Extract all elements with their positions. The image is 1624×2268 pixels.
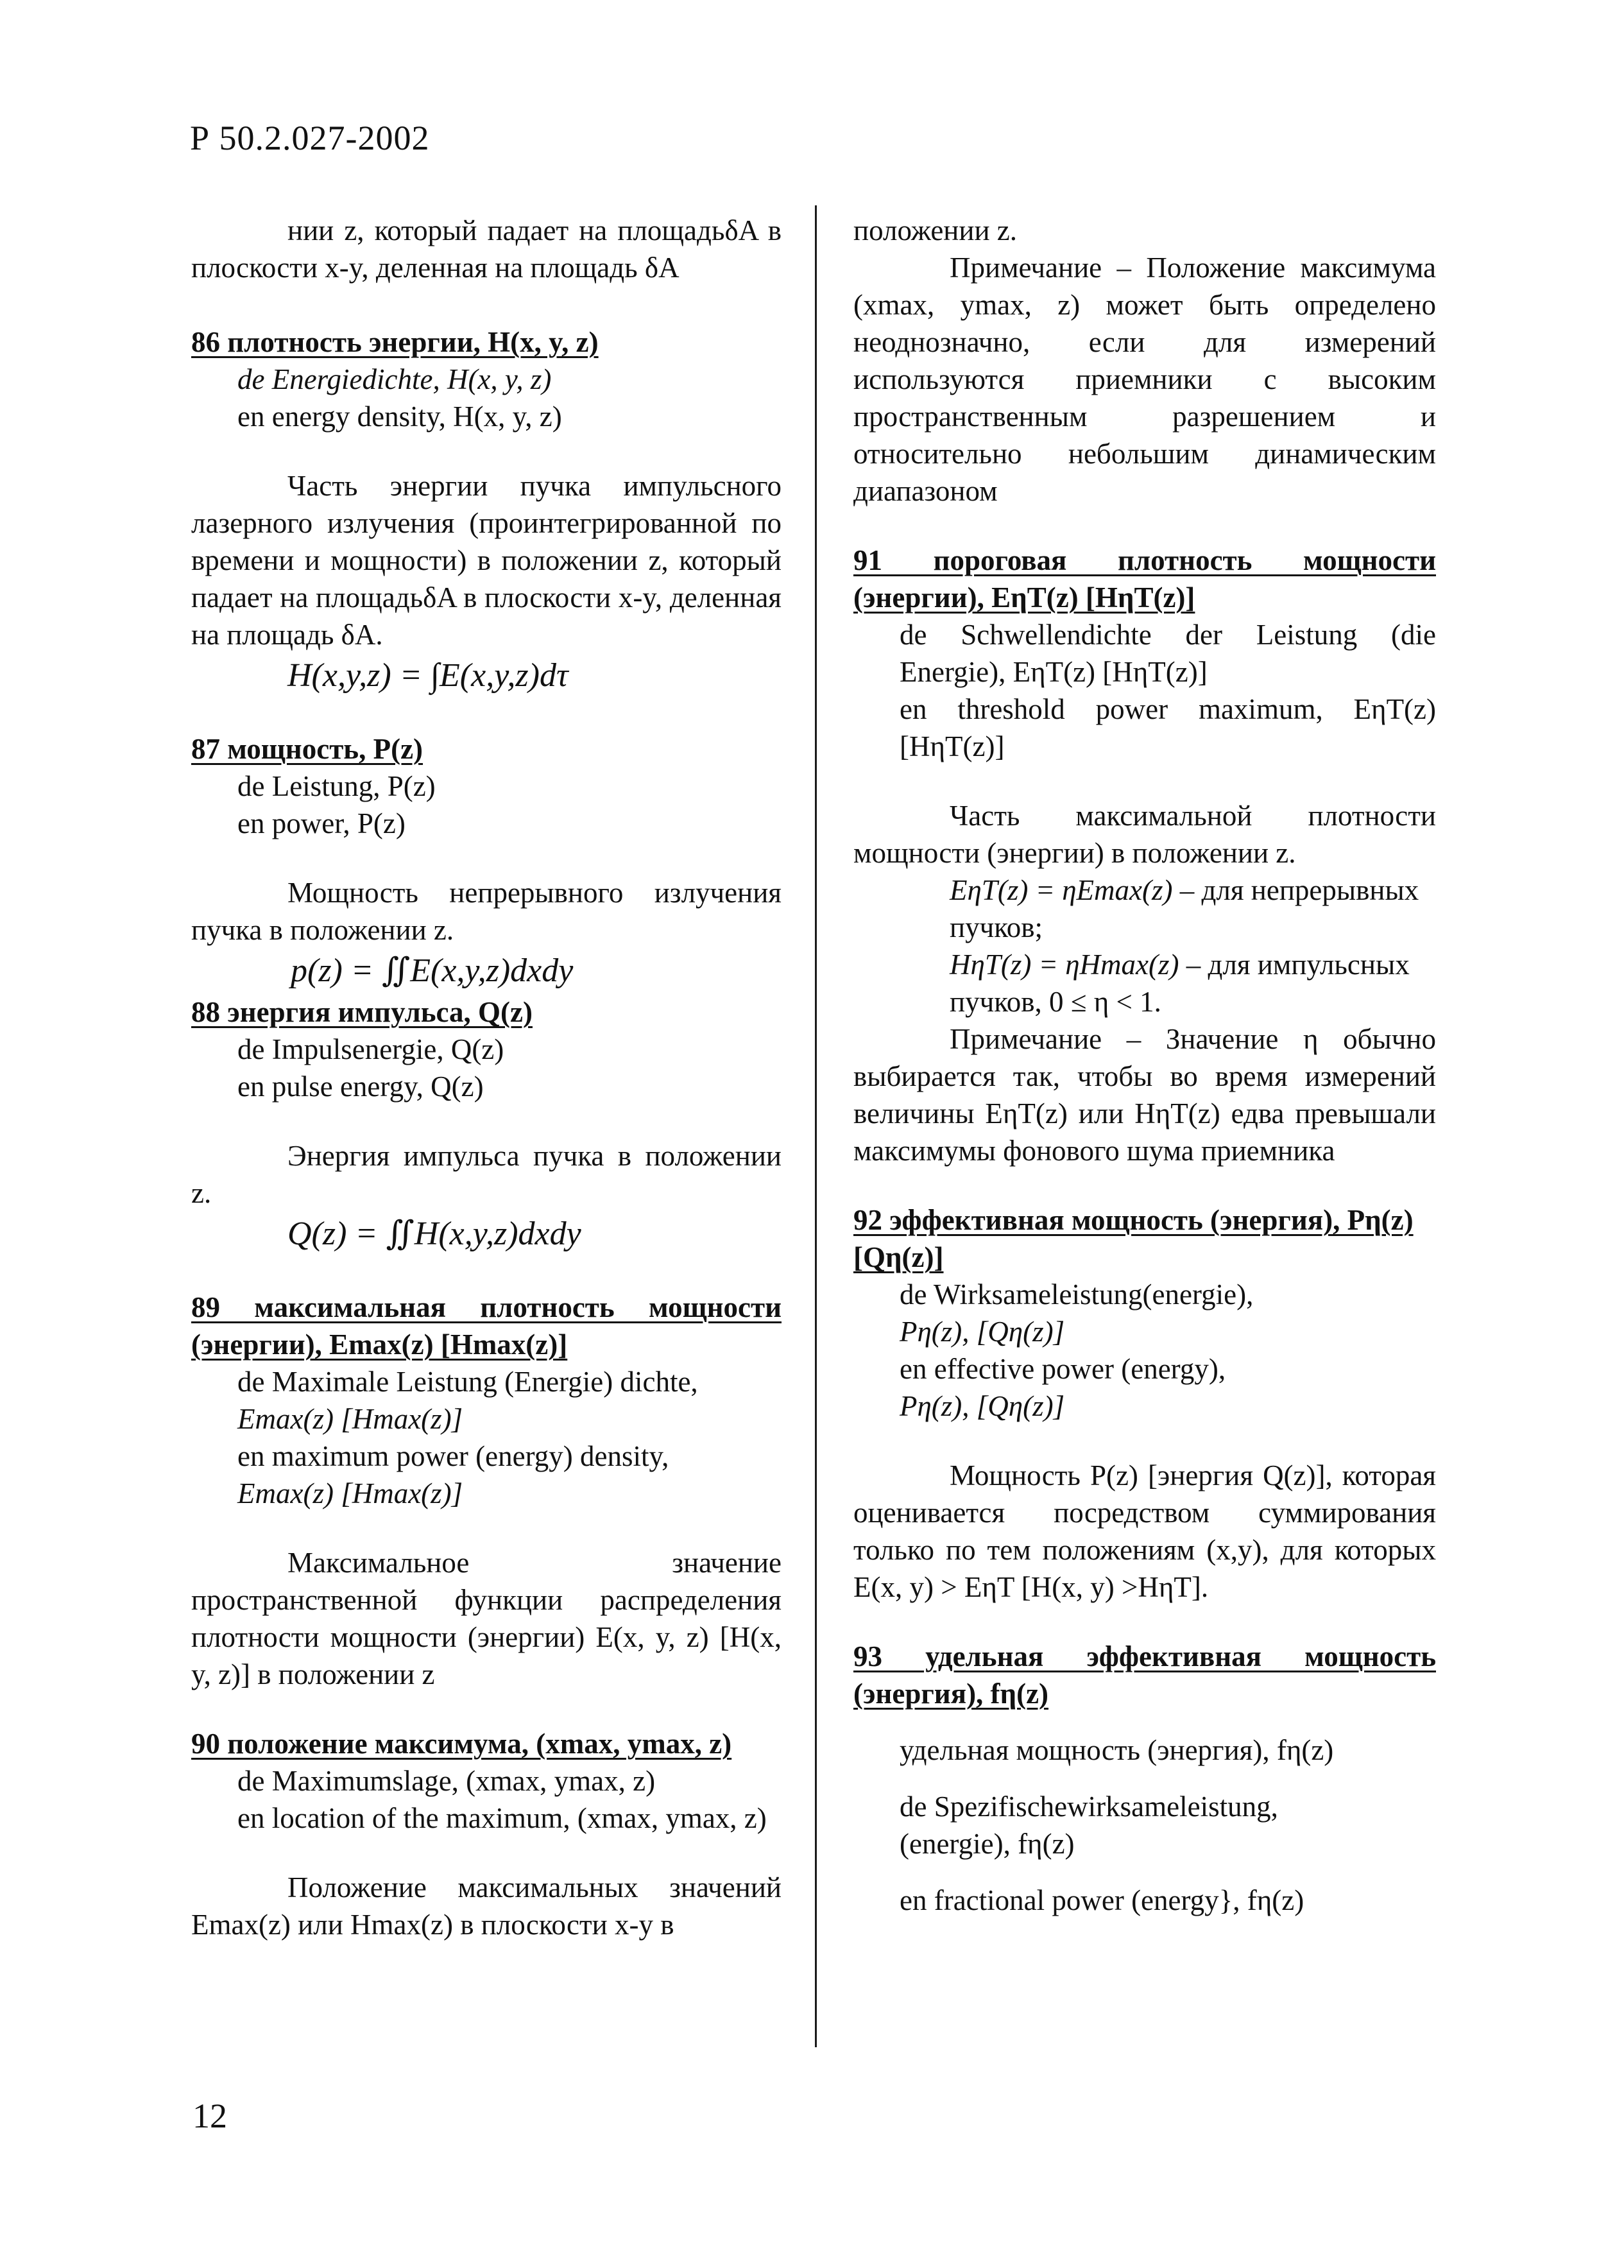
term-86-en: en energy density, H(x, y, z): [237, 400, 562, 433]
term-89-en-1: en maximum power (energy) density,: [237, 1440, 669, 1472]
left-column: [191, 212, 782, 1943]
term-90-definition: Положение максимальных значений Emax(z) или Hmax(z) в плоскости x-y в: [191, 1871, 782, 1941]
right-intro: положении z.: [853, 214, 1018, 246]
term-91-formula-2-row: [853, 946, 1436, 1020]
term-87-definition: Мощность непрерывного излучения пучка в положении z.: [191, 877, 782, 946]
term-86-title: 86 плотность энергии, H(x, y, z): [191, 326, 599, 358]
term-88-title: 88 энергия импульса, Q(z): [191, 996, 533, 1028]
term-91-de: de Schwellendichte der Leistung (die Energie), EηT(z) [HηT(z)]: [900, 619, 1436, 688]
term-87-title: 87 мощность, P(z): [191, 733, 423, 765]
term-93-ru: удельная мощность (энергия), fη(z): [900, 1734, 1334, 1766]
term-90-title: 90 положение максимума, (xmax, ymax, z): [191, 1728, 732, 1760]
term-91-formula-2: HηT(z) = ηHmax(z): [950, 949, 1179, 981]
term-88-en: en pulse energy, Q(z): [237, 1070, 484, 1103]
term-90-de: de Maximumslage, (xmax, ymax, z): [237, 1765, 656, 1797]
term-92-de-2: Pη(z), [Qη(z)]: [900, 1316, 1065, 1348]
term-91-formula-1-text: – для непрерывных пучков;: [950, 874, 1419, 943]
term-86-formula: H(x,y,z) = ∫E(x,y,z)dτ: [287, 657, 568, 694]
term-88-de: de Impulsenergie, Q(z): [237, 1033, 504, 1065]
term-92-en-2: Pη(z), [Qη(z)]: [900, 1390, 1065, 1422]
term-91-title: 91 пороговая плотность мощности (энергии), EηT(z) [HηT(z)]: [853, 544, 1436, 614]
document-header: Р 50.2.027-2002: [190, 119, 430, 157]
term-89-title: 89 максимальная плотность мощности (энергии), Emax(z) [Hmax(z)]: [191, 1291, 782, 1361]
term-93-title: 93 удельная эффективная мощность (энергия), fη(z): [853, 1640, 1436, 1710]
term-92-en-1: en effective power (energy),: [900, 1353, 1226, 1385]
term-91-formula-1-row: [853, 872, 1436, 946]
term-87-de: de Leistung, P(z): [237, 770, 436, 802]
term-89-en-2: Emax(z) [Hmax(z)]: [237, 1477, 463, 1509]
term-86-definition: Часть энергии пучка импульсного лазерного излучения (проинтегрированной по времени и мощности) в положении z, который падает на площадьδA в плоскости x-y, деленная на площадь δA.: [191, 470, 782, 651]
term-88-definition: Энергия импульса пучка в положении z.: [191, 1140, 782, 1209]
term-89-de-2: Emax(z) [Hmax(z)]: [237, 1403, 463, 1435]
term-91-definition: Часть максимальной плотности мощности (энергии) в положении z.: [853, 800, 1436, 869]
term-91-formula-1: EηT(z) = ηEmax(z): [950, 874, 1173, 906]
left-intro: нии z, который падает на площадьδA в плоскости x-y, деленная на площадь δA: [191, 214, 782, 284]
term-91-formula-2-text: – для импульсных пучков, 0 ≤ η < 1.: [950, 949, 1410, 1018]
term-93-de-1: de Spezifischewirksameleistung,: [900, 1791, 1278, 1823]
term-89-definition: Максимальное значение пространственной функции распределения плотности мощности (энергии) E(x, y, z) [H(x, y, z)] в положении z: [191, 1547, 782, 1690]
term-93-de-2: (energie), fη(z): [900, 1828, 1075, 1860]
term-90-en: en location of the maximum, (xmax, ymax, z): [237, 1802, 767, 1834]
term-89-de-1: de Maximale Leistung (Energie) dichte,: [237, 1366, 698, 1398]
right-column: [853, 212, 1436, 1919]
term-86-de: de Energiedichte, H(x, y, z): [237, 363, 552, 395]
page-number: 12: [192, 2097, 227, 2135]
term-88-formula: Q(z) = ∬H(x,y,z)dxdy: [287, 1216, 581, 1252]
term-92-de-1: de Wirksameleistung(energie),: [900, 1278, 1254, 1310]
term-91-note: Примечание – Значение η обычно выбирается так, чтобы во время измерений величины EηT(z) или HηT(z) едва превышали максимумы фонового шума приемника: [853, 1023, 1436, 1167]
term-92-definition: Мощность P(z) [энергия Q(z)], которая оценивается посредством суммирования только по тем положениям (x,y), для которых E(x, y) > EηT [H(x, y) >HηT].: [853, 1459, 1436, 1603]
term-93-en: en fractional power (energy}, fη(z): [900, 1884, 1304, 1916]
column-divider: [815, 205, 817, 2047]
term-87-en: en power, P(z): [237, 807, 406, 839]
term-91-en: en threshold power maximum, EηT(z) [HηT(z)]: [900, 693, 1436, 762]
term-90-note: Примечание – Положение максимума (xmax, ymax, z) может быть определено неоднозначно, если для измерений используются приемники с высоким пространственным разрешением и относительно небольшим динамическим диапазоном: [853, 252, 1436, 507]
term-87-formula: p(z) = ∬E(x,y,z)dxdy: [291, 952, 574, 989]
term-92-title: 92 эффективная мощность (энергия), Pη(z) [Qη(z)]: [853, 1204, 1414, 1273]
